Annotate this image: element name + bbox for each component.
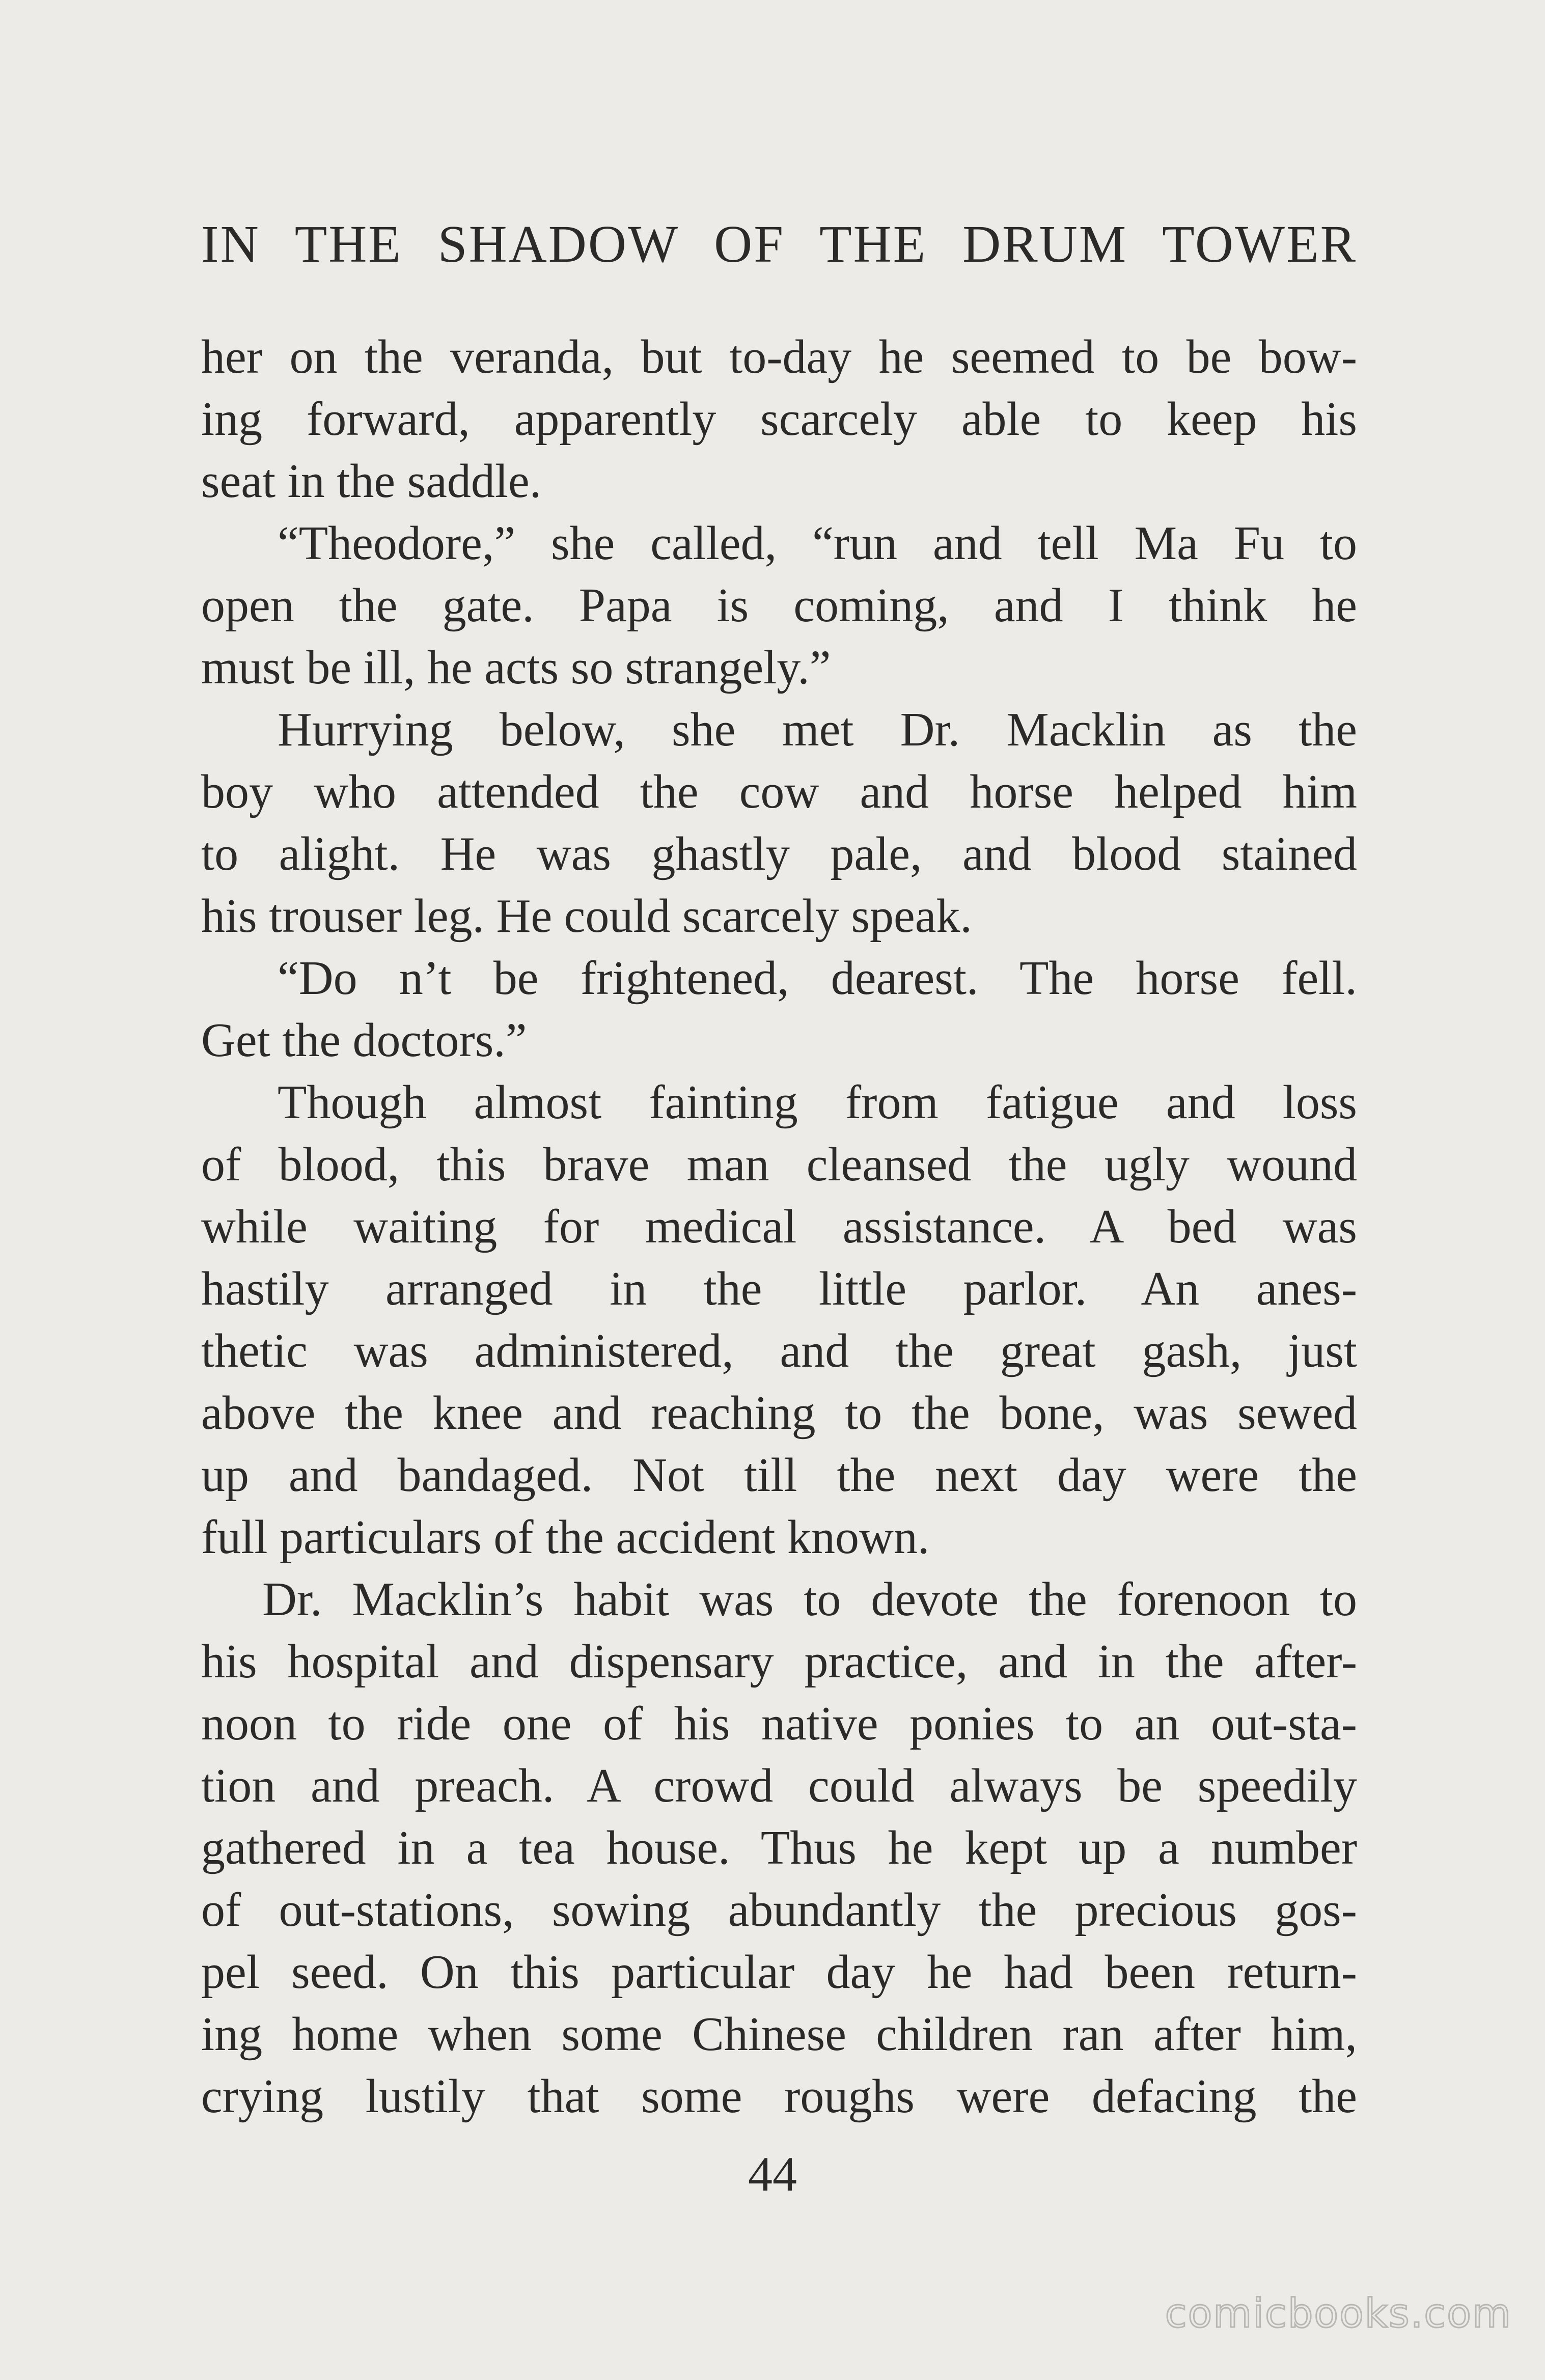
text-line: “Do n’t be frightened, dearest. The horse fell. [278, 952, 1357, 1005]
text-line: hastily arranged in the little parlor. An anes- [201, 1262, 1357, 1315]
text-line: up and bandaged. Not till the next day were the [201, 1449, 1357, 1502]
text-line: pel seed. On this particular day he had been return- [201, 1946, 1357, 1999]
text-line: of out-stations, sowing abundantly the precious gos- [201, 1884, 1357, 1936]
text-line: his hospital and dispensary practice, and in the after- [201, 1635, 1357, 1688]
text-line: her on the veranda, but to-day he seemed to be bow- [201, 330, 1357, 383]
text-line: must be ill, he acts so strangely.” [201, 641, 831, 694]
text-line: open the gate. Papa is coming, and I think he [201, 579, 1357, 632]
text-line: noon to ride one of his native ponies to an out-sta- [201, 1697, 1357, 1750]
text-line: full particulars of the accident known. [201, 1511, 930, 1564]
text-line: while waiting for medical assistance. A bed was [201, 1200, 1357, 1253]
page-number: 44 [748, 2147, 797, 2201]
text-line: ing forward, apparently scarcely able to keep his [201, 393, 1357, 446]
text-line: of blood, this brave man cleansed the ugly wound [201, 1138, 1357, 1191]
text-line: “Theodore,” she called, “run and tell Ma Fu to [278, 517, 1357, 570]
watermark-logo: comicbooks.com [1165, 2291, 1512, 2337]
text-line: tion and preach. A crowd could always be speedily [201, 1759, 1357, 1812]
text-line: Get the doctors.” [201, 1014, 527, 1067]
body-text [201, 326, 1357, 2127]
text-line: thetic was administered, and the great gash, just [201, 1324, 1357, 1377]
text-line: crying lustily that some roughs were defacing the [201, 2070, 1357, 2123]
text-line: to alight. He was ghastly pale, and blood stained [201, 827, 1357, 880]
text-line: ing home when some Chinese children ran after him, [201, 2008, 1357, 2061]
running-head: IN THE SHADOW OF THE DRUM TOWER [201, 215, 1357, 273]
text-line: above the knee and reaching to the bone, was sewed [201, 1387, 1357, 1440]
text-line: seat in the saddle. [201, 455, 542, 508]
text-line: his trouser leg. He could scarcely speak. [201, 890, 972, 943]
text-line: Hurrying below, she met Dr. Macklin as the [278, 703, 1357, 756]
text-line: Dr. Macklin’s habit was to devote the forenoon to [262, 1573, 1357, 1626]
text-line: boy who attended the cow and horse helped him [201, 765, 1357, 818]
text-line: gathered in a tea house. Thus he kept up a number [201, 1821, 1357, 1874]
text-line: Though almost fainting from fatigue and loss [278, 1076, 1357, 1129]
